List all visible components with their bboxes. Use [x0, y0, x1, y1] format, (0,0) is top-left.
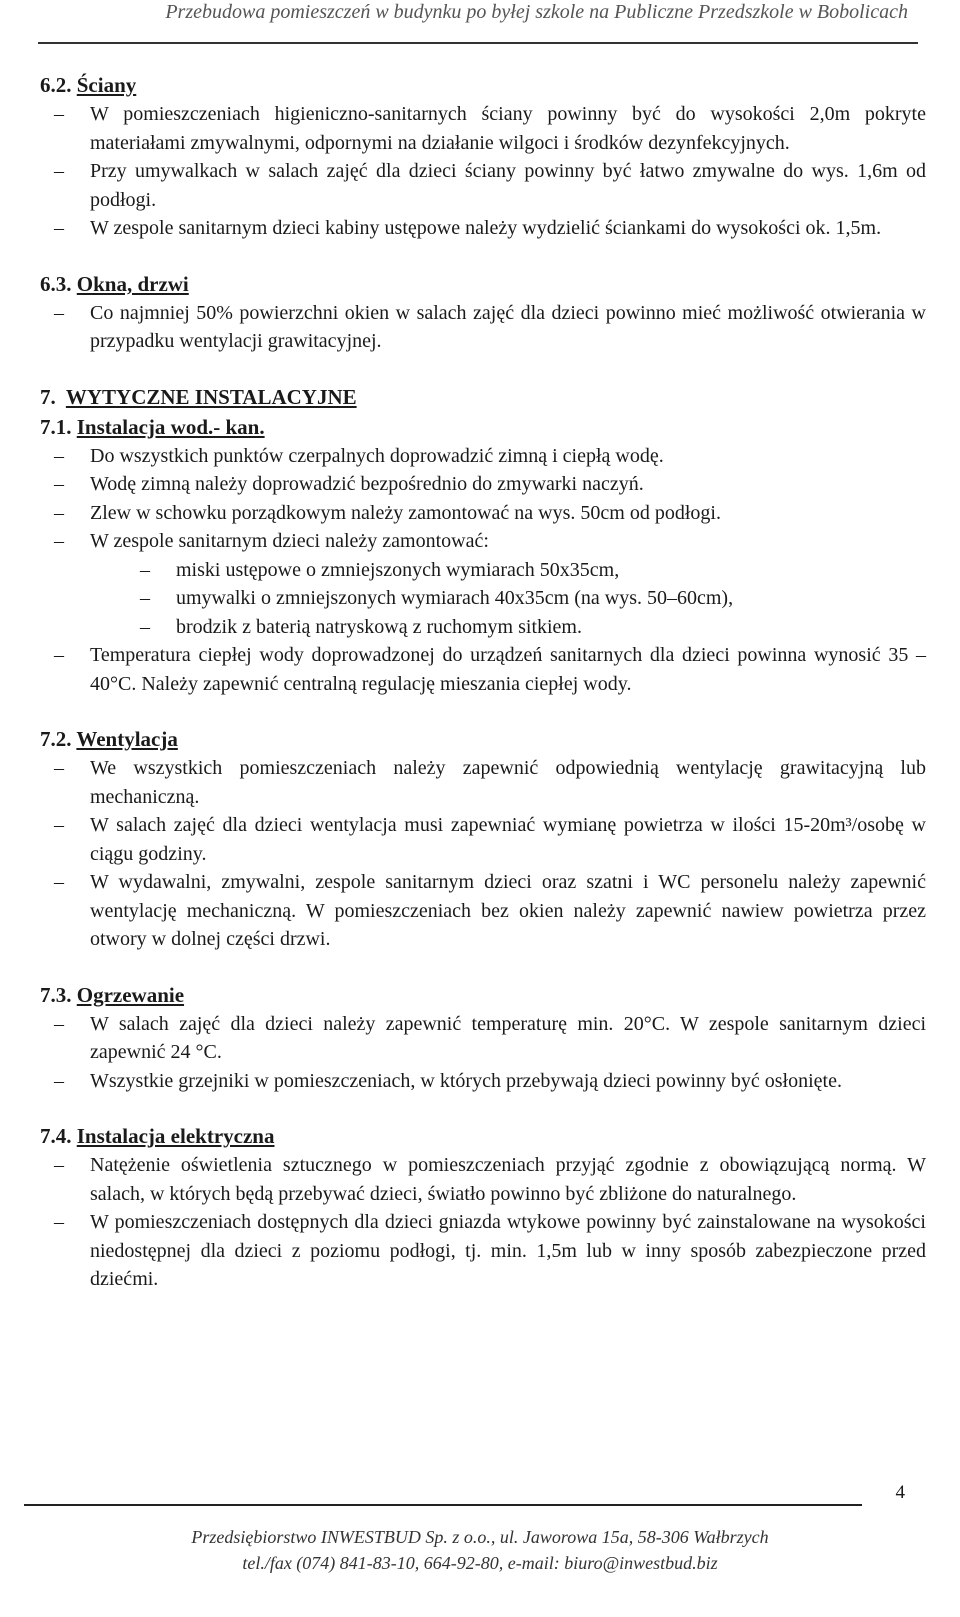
footer-rule	[24, 1504, 862, 1506]
list-item: – Wszystkie grzejniki w pomieszczeniach, w których przebywają dzieci powinny być osłonięte.	[40, 1067, 926, 1096]
list-item: – W zespole sanitarnym dzieci należy zamontować:	[40, 527, 926, 556]
sub-list-item: – brodzik z baterią natryskową z ruchomym sitkiem.	[40, 613, 926, 642]
footer-company-line: Przedsiębiorstwo INWESTBUD Sp. z o.o., ul. Jaworowa 15a, 58-306 Wałbrzych	[191, 1527, 769, 1547]
list-item: – W zespole sanitarnym dzieci kabiny ustępowe należy wydzielić ściankami do wysokości ok. 1,5m.	[40, 214, 926, 243]
running-header: Przebudowa pomieszczeń w budynku po byłej szkole na Publiczne Przedszkole w Bobolicach	[165, 1, 908, 23]
list-item: – Temperatura ciepłej wody doprowadzonej do urządzeń sanitarnych dla dzieci powinna wynosić 35 – 40°C. Należy zapewnić centralną regulację mieszania ciepłej wody.	[40, 641, 926, 698]
list-item: – Natężenie oświetlenia sztucznego w pomieszczeniach przyjąć zgodnie z obowiązującą normą. W salach, w których będą przebywać dzieci, światło powinno być zbliżone do naturalnego.	[40, 1151, 926, 1208]
section-heading-7-3: 7.3. Ogrzewanie	[40, 982, 185, 1007]
list-item: – We wszystkich pomieszczeniach należy zapewnić odpowiednią wentylację grawitacyjną lub mechaniczną.	[40, 754, 926, 811]
list-item: – W pomieszczeniach higieniczno-sanitarnych ściany powinny być do wysokości 2,0m pokryte materiałami zmywalnymi, odpornymi na działanie wilgoci i środków dezynfekcyjnych.	[40, 100, 926, 157]
list-item: – W salach zajęć dla dzieci wentylacja musi zapewniać wymianę powietrza w ilości 15-20m³/osobę w ciągu godziny.	[40, 811, 926, 868]
chapter-heading-7: 7. WYTYCZNE INSTALACYJNE	[40, 384, 357, 409]
document-body	[40, 70, 926, 1294]
list-item: – W wydawalni, zmywalni, zespole sanitarnym dzieci oraz szatni i WC personelu należy zapewnić wentylację mechaniczną. W pomieszczeniach bez okien należy zapewnić nawiew powietrza przez otwory w dolnej części drzwi.	[40, 868, 926, 954]
list-item: – Przy umywalkach w salach zajęć dla dzieci ściany powinny być łatwo zmywalne do wys. 1,6m od podłogi.	[40, 157, 926, 214]
footer-contact-line: tel./fax (074) 841-83-10, 664-92-80, e-mail: biuro@inwestbud.biz	[242, 1553, 718, 1573]
list-item: – W pomieszczeniach dostępnych dla dzieci gniazda wtykowe powinny być zainstalowane na wysokości niedostępnej dla dzieci z poziomu podłogi, tj. min. 1,5m lub w inny sposób zabezpieczone przed dziećmi.	[40, 1208, 926, 1294]
section-heading-6-3: 6.3. Okna, drzwi	[40, 271, 189, 296]
section-heading-7-2: 7.2. Wentylacja	[40, 727, 178, 751]
page-number: 4	[895, 1482, 905, 1503]
list-item: – Zlew w schowku porządkowym należy zamontować na wys. 50cm od podłogi.	[40, 499, 926, 528]
header-rule	[38, 42, 918, 44]
list-item: – W salach zajęć dla dzieci należy zapewnić temperaturę min. 20°C. W zespole sanitarnym dzieci zapewnić 24 °C.	[40, 1010, 926, 1067]
list-item: – Do wszystkich punktów czerpalnych doprowadzić zimną i ciepłą wodę.	[40, 442, 926, 471]
sub-list-item: – umywalki o zmniejszonych wymiarach 40x35cm (na wys. 50–60cm),	[40, 584, 926, 613]
footer	[0, 1524, 960, 1576]
section-heading-7-4: 7.4. Instalacja elektryczna	[40, 1124, 275, 1148]
sub-list-item: – miski ustępowe o zmniejszonych wymiarach 50x35cm,	[40, 556, 926, 585]
list-item: – Co najmniej 50% powierzchni okien w salach zajęć dla dzieci powinno mieć możliwość otwierania w przypadku wentylacji grawitacyjnej.	[40, 299, 926, 356]
section-heading-7-1: 7.1. Instalacja wod.- kan.	[40, 414, 265, 439]
list-item: – Wodę zimną należy doprowadzić bezpośrednio do zmywarki naczyń.	[40, 470, 926, 499]
section-heading-6-2: 6.2. Ściany	[40, 73, 137, 97]
